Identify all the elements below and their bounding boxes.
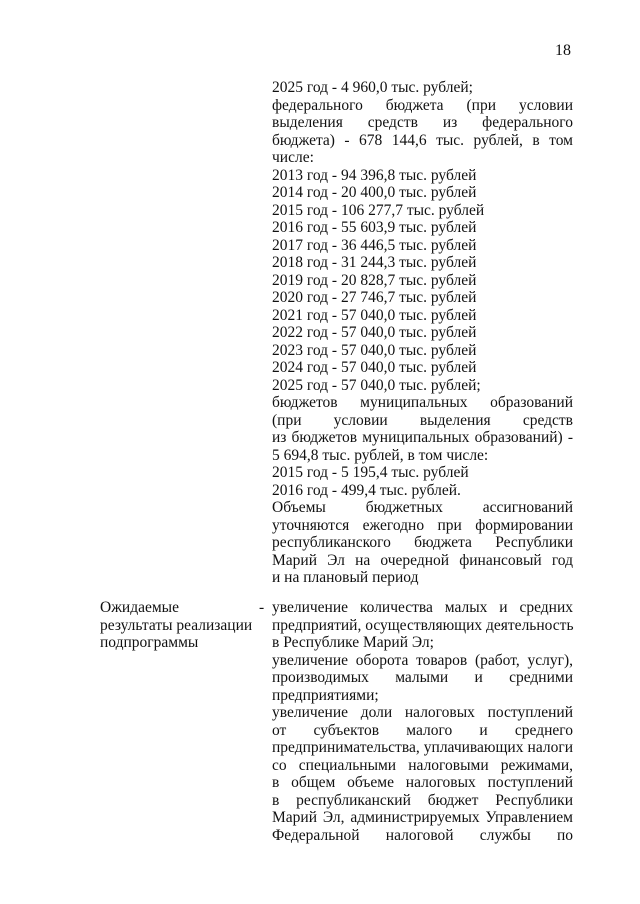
funding-line: 2023 год - 57 040,0 тыс. рублей xyxy=(272,341,477,359)
result-line: Марий Эл, администрируемых Управлением xyxy=(272,809,573,826)
funding-line: и на плановый период xyxy=(272,569,419,586)
label-line: Ожидаемые xyxy=(100,599,179,616)
funding-line: 2015 год - 106 277,7 тыс. рублей xyxy=(272,201,485,219)
funding-line: из бюджетов муниципальных образований) - xyxy=(272,429,573,446)
label-dash: - xyxy=(259,599,265,616)
funding-line: 2024 год - 57 040,0 тыс. рублей xyxy=(272,359,477,376)
funding-line: числе: xyxy=(272,149,314,166)
funding-line: Объемы бюджетных ассигнований xyxy=(272,499,573,516)
result-line: от субъектов малого и среднего xyxy=(272,721,573,739)
result-line: со специальными налоговыми режимами, xyxy=(272,756,573,774)
result-line: предприятиями; xyxy=(272,686,379,704)
expected-results-text xyxy=(272,599,573,844)
result-line: производимых малыми и средними xyxy=(272,669,573,686)
funding-line: Марий Эл на очередной финансовый год xyxy=(272,551,573,569)
funding-line: 2019 год - 20 828,7 тыс. рублей xyxy=(272,271,477,289)
funding-line: бюджета) - 678 144,6 тыс. рублей, в том xyxy=(272,131,573,149)
page-number: 18 xyxy=(555,42,571,59)
result-line: в общем объеме налоговых поступлений xyxy=(272,774,573,791)
funding-line: 2021 год - 57 040,0 тыс. рублей xyxy=(272,306,477,324)
funding-line: выделения средств из федерального xyxy=(272,114,573,131)
funding-line: 2017 год - 36 446,5 тыс. рублей xyxy=(272,236,477,254)
result-line: предпринимательства, уплачивающих налоги xyxy=(272,739,573,756)
funding-line: 2014 год - 20 400,0 тыс. рублей xyxy=(272,184,477,201)
funding-line: 2025 год - 57 040,0 тыс. рублей; xyxy=(272,376,481,394)
result-line: увеличение количества малых и средних xyxy=(272,599,573,616)
funding-sources-text xyxy=(272,79,573,587)
result-line: предприятий, осуществляющих деятельность xyxy=(272,616,574,634)
funding-line: 2022 год - 57 040,0 тыс. рублей xyxy=(272,324,477,341)
funding-line: 2016 год - 499,4 тыс. рублей. xyxy=(272,481,461,499)
funding-line: 5 694,8 тыс. рублей, в том числе: xyxy=(272,446,489,464)
funding-line: 2018 год - 31 244,3 тыс. рублей xyxy=(272,254,477,271)
label-line: результаты реализации xyxy=(100,616,253,634)
funding-line: (при условии выделения средств xyxy=(272,411,573,429)
funding-line: уточняются ежегодно при формировании xyxy=(272,516,573,534)
funding-line: 2013 год - 94 396,8 тыс. рублей xyxy=(272,166,477,184)
result-line: увеличение оборота товаров (работ, услуг), xyxy=(272,651,573,669)
funding-line: 2015 год - 5 195,4 тыс. рублей xyxy=(272,464,469,481)
expected-results-label xyxy=(100,599,260,652)
funding-line: республиканского бюджета Республики xyxy=(272,534,573,551)
label-line: подпрограммы xyxy=(100,634,199,651)
funding-line: 2025 год - 4 960,0 тыс. рублей; xyxy=(272,79,473,96)
result-line: в республиканский бюджет Республики xyxy=(272,791,573,809)
result-line: Федеральной налоговой службы по xyxy=(272,826,573,844)
funding-line: 2016 год - 55 603,9 тыс. рублей xyxy=(272,219,477,236)
funding-line: 2020 год - 27 746,7 тыс. рублей xyxy=(272,289,477,306)
funding-line: бюджетов муниципальных образований xyxy=(272,394,573,411)
funding-line: федерального бюджета (при условии xyxy=(272,96,573,114)
result-line: увеличение доли налоговых поступлений xyxy=(272,704,573,721)
result-line: в Республике Марий Эл; xyxy=(272,634,434,651)
